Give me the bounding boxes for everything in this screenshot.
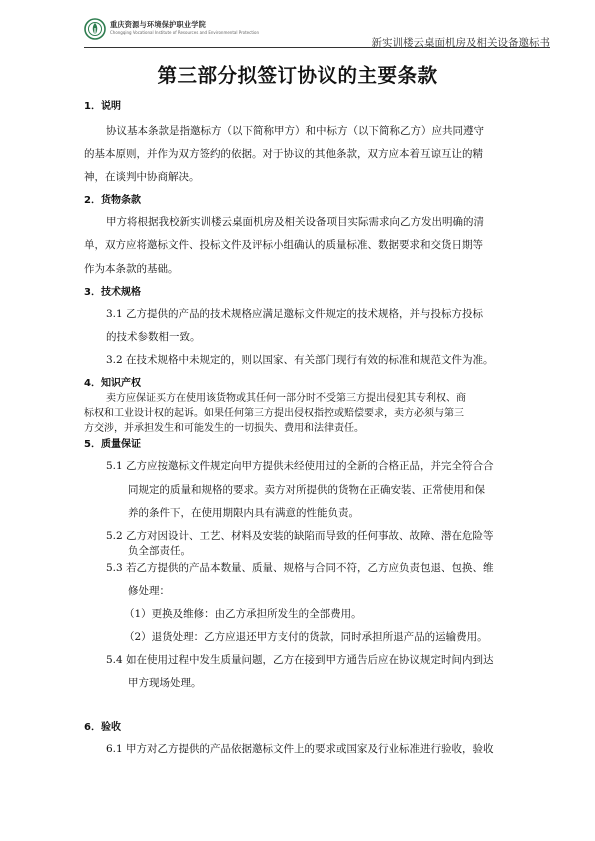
section-5-line: 5.2 乙方对因设计、工艺、材料及安装的缺陷而导致的任何事故、故障、潜在危险等 [106, 530, 494, 542]
institute-logo-icon [84, 18, 106, 40]
section-5-heading: 5．质量保证 [84, 439, 141, 450]
header-doc-title: 新实训楼云桌面机房及相关设备邀标书 [371, 37, 550, 49]
section-3-line: 3.2 在技术规格中未规定的，则以国家、有关部门现行有效的标准和规范文件为准。 [106, 354, 494, 366]
section-2-heading: 2．货物条款 [84, 195, 141, 206]
header-divider [84, 47, 550, 48]
section-3-line: 3.1 乙方提供的产品的技术规格应满足邀标文件规定的技术规格，并与投标方投标 [106, 308, 484, 320]
section-1-heading: 1．说明 [84, 101, 121, 112]
org-subtitle: Chongqing Vocational Institute of Resources and Environmental Protection [110, 30, 259, 35]
section-4-heading: 4．知识产权 [84, 378, 141, 389]
section-5-line: 5.4 如在使用过程中发生质量问题，乙方在接到甲方通告后应在协议规定时间内到达 [106, 654, 494, 666]
section-4-line: 卖方应保证买方在使用该货物或其任何一部分时不受第三方提出侵犯其专利权、商 [106, 393, 466, 404]
section-2-line: 作为本条款的基础。 [84, 263, 179, 275]
section-3-heading: 3．技术规格 [84, 287, 141, 298]
section-1-line: 协议基本条款是指邀标方（以下简称甲方）和中标方（以下简称乙方）应共同遵守 [106, 125, 484, 137]
section-5-line: 养的条件下，在使用期限内具有满意的性能负责。 [128, 507, 359, 519]
page-header [84, 16, 550, 48]
section-5-line: 甲方现场处理。 [128, 677, 202, 689]
section-2-line: 单，双方应将邀标文件、投标文件及评标小组确认的质量标准、数据要求和交货日期等 [84, 239, 483, 251]
section-1-line: 神，在谈判中协商解决。 [84, 171, 200, 183]
org-name: 重庆资源与环境保护职业学院 [110, 20, 207, 29]
section-5-line: 修处理： [128, 585, 170, 597]
section-5-line: （1）更换及维修：由乙方承担所发生的全部费用。 [124, 608, 362, 620]
section-5-line: 5.3 若乙方提供的产品本数量、质量、规格与合同不符，乙方应负责包退、包换、维 [106, 562, 494, 574]
section-5-line: 5.1 乙方应按邀标文件规定向甲方提供未经使用过的全新的合格正品，并完全符合合 [106, 460, 494, 472]
section-5-line: 负全部责任。 [128, 545, 191, 557]
section-1-line: 的基本原则，并作为双方签约的依据。对于协议的其他条款，双方应本着互谅互让的精 [84, 148, 483, 160]
section-2-line: 甲方将根据我校新实训楼云桌面机房及相关设备项目实际需求向乙方发出明确的清 [106, 216, 484, 228]
page-title: 第三部分拟签订协议的主要条款 [157, 64, 438, 87]
section-4-line: 方交涉，并承担发生和可能发生的一切损失、费用和法律责任。 [84, 423, 364, 434]
section-5-line: 同规定的质量和规格的要求。卖方对所提供的货物在正确安装、正常使用和保 [128, 484, 485, 496]
section-5-line: （2）退货处理：乙方应退还甲方支付的货款，同时承担所退产品的运输费用。 [124, 631, 488, 643]
section-6-line: 6.1 甲方对乙方提供的产品依据邀标文件上的要求或国家及行业标准进行验收，验收 [106, 743, 494, 755]
section-3-line: 的技术参数相一致。 [106, 331, 201, 343]
section-6-heading: 6．验收 [84, 722, 121, 733]
section-4-line: 标权和工业设计权的起诉。如果任何第三方提出侵权指控或赔偿要求，卖方必须与第三 [84, 408, 464, 419]
